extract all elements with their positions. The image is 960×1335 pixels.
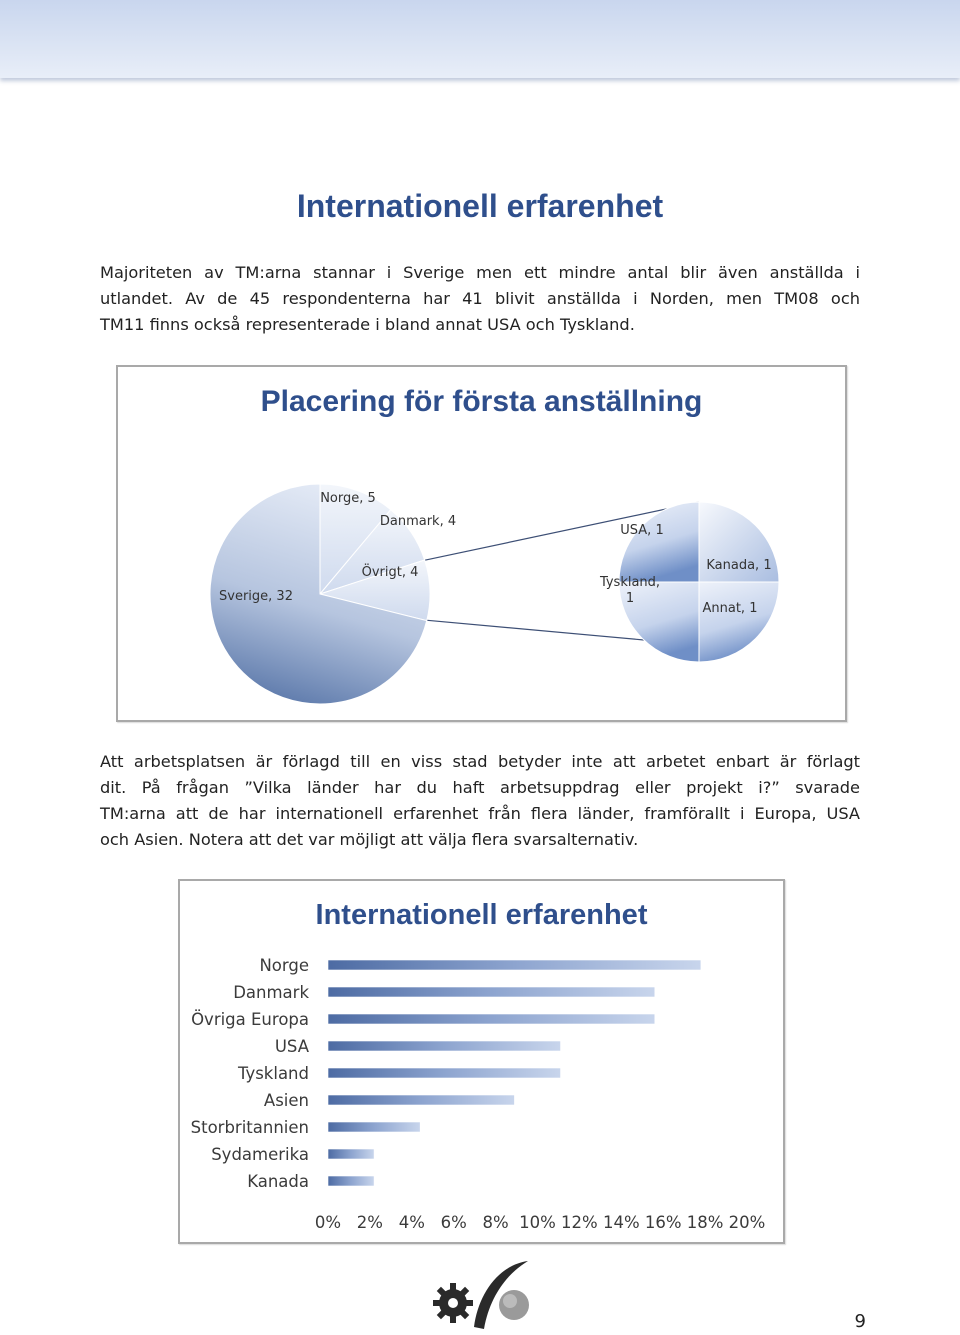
x-tick-label: 0% [314,1213,342,1232]
bar-danmark [328,987,655,997]
data-label-usa: USA, 1 [620,523,664,538]
data-label-övrigt: Övrigt, 4 [361,565,419,580]
x-tick-label: 8% [482,1213,509,1232]
data-label-kanada: Kanada, 1 [706,558,772,573]
pie-chart [118,367,845,720]
pie-chart-title: Placering för första anställning [260,385,703,418]
x-tick-label: 18% [686,1213,724,1232]
data-label-annat: Annat, 1 [702,601,758,616]
intro-paragraph [100,260,860,338]
category-label: Tyskland [237,1064,309,1083]
bar-norge [328,960,701,970]
bar-tyskland [328,1068,561,1078]
x-tick-label: 10% [519,1213,556,1232]
bar-kanada [328,1176,374,1186]
category-label: Danmark [233,983,309,1002]
data-label-tyskland: Tyskland, 1 [599,575,661,606]
bar-chart-title: Internationell erfarenhet [315,899,648,931]
paragraph-line: Att arbetsplatsen är förlagd till en viss stad betyder inte att arbetet enbart är förlagt [100,752,860,771]
paragraph-line: TM:arna att de har internationell erfarenhet från flera länder, framförallt i Europa, USA [100,804,860,823]
x-tick-label: 4% [398,1213,425,1232]
paragraph-line: dit. På frågan ”Vilka länder har du haft arbetsuppdrag eller projekt i?” svarade [100,778,860,797]
organization-logo [428,1255,538,1335]
bar-sydamerika [328,1149,374,1159]
x-tick-label: 20% [728,1213,766,1232]
paragraph-line: TM11 finns också representerade i bland annat USA och Tyskland. [100,315,635,334]
data-label-danmark: Danmark, 4 [379,514,457,529]
x-tick-label: 6% [440,1213,467,1232]
data-label-norge: Norge, 5 [320,491,376,506]
body-paragraph [100,749,860,853]
bar-usa [328,1041,561,1051]
bar-chart-frame [178,879,785,1244]
category-label: USA [274,1037,309,1056]
bar-chart [180,881,783,1242]
category-label: Övriga Europa [191,1010,309,1029]
x-tick-label: 2% [356,1213,383,1232]
x-tick-label: 16% [644,1213,682,1232]
category-label: Kanada [247,1172,309,1191]
paragraph-line: Majoriteten av TM:arna stannar i Sverige men ett mindre antal blir även anställda i [100,263,860,282]
bar-storbritannien [328,1122,420,1132]
page-number: 9 [854,1311,866,1332]
bar-asien [328,1095,514,1105]
secondary-slice-kanada [699,582,779,662]
paragraph-line: utlandet. Av de 45 respondenterna har 41 blivit anställda i Norden, men TM08 och [100,289,860,308]
x-tick-label: 12% [561,1213,598,1232]
connector-line-bottom [425,620,644,640]
page-header-band [0,0,960,78]
category-label: Storbritannien [190,1118,309,1137]
pie-chart-frame [116,365,847,722]
paragraph-line: och Asien. Notera att det var möjligt att välja flera svarsalternativ. [100,830,639,849]
category-label: Norge [259,956,309,975]
secondary-slice-tyskland [619,502,699,582]
section-heading: Internationell erfarenhet [296,188,664,224]
category-label: Sydamerika [211,1145,309,1164]
bar-övriga-europa [328,1014,655,1024]
gear-icon [433,1283,473,1323]
data-label-sverige: Sverige, 32 [219,589,293,604]
category-label: Asien [263,1091,309,1110]
x-tick-label: 14% [602,1213,640,1232]
